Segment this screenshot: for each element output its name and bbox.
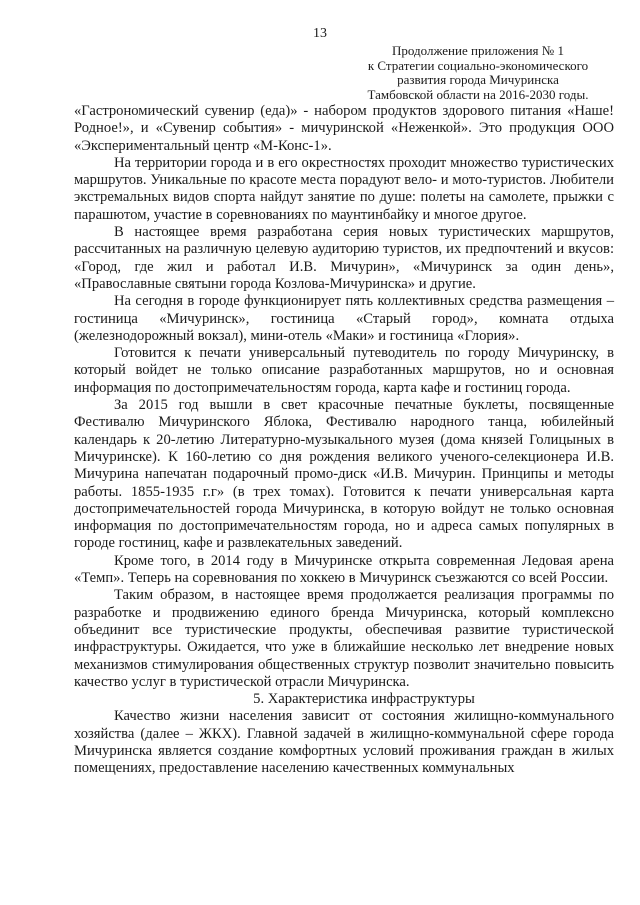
header-line-4: Тамбовской области на 2016-2030 годы. bbox=[367, 86, 589, 102]
section-heading: 5. Характеристика инфраструктуры bbox=[253, 691, 475, 708]
appendix-header bbox=[348, 44, 608, 102]
paragraph-new-routes: В настоящее время разработана серия новых туристических маршрутов, рассчитанных на различную целевую аудиторию туристов, их предпочтений и вкусов: «Город, где жил и работал И.В. Мичурин», «Мичуринск за один день», «Православные святыни города Козлова-Мичуринска» и другие. bbox=[74, 224, 614, 292]
page-number: 13 bbox=[313, 26, 327, 41]
paragraph-housing: Качество жизни населения зависит от состояния жилищно-коммунального хозяйства (далее – ЖКХ). Главной задачей в жилищно-коммунальной сфере города Мичуринска является создание комфортных условий проживания граждан в жилых помещениях, предоставление населению качественных коммунальных bbox=[74, 708, 614, 777]
paragraph-booklets: За 2015 год вышли в свет красочные печатные буклеты, посвященные Фестивалю Мичуринского Яблока, Фестивалю народного танца, юбилейный календарь к 20-летию Литературно-музыкального музея (дома князей Голицыных в Мичуринске). К 160-летию со дня рождения великого ученого-селекционера И.В. Мичурина напечатан подарочный промо-диск «И.В. Мичурин. Принципы и методы работы. 1855-1935 г.г» (в трех томах). Готовится к печати универсальная карта достопримечательностей города Мичуринска, в которую войдут не только основная информация по достопримечательностям города, но и адреса самых популярных в городе гостиниц, кафе и развлекательных заведений. bbox=[74, 397, 614, 552]
header-line-3: развития города Мичуринска bbox=[397, 72, 559, 87]
paragraph-brand: Таким образом, в настоящее время продолжается реализация программы по разработке и продвижению единого бренда Мичуринска, который комплексно объединит все туристические продукты, обеспечивая развитие туристической инфраструктуры. Ожидается, что уже в ближайшие несколько лет внедрение новых механизмов стимулирования общественных структур позволит значительно повысить качество услуг в туристической отрасли Мичуринска. bbox=[74, 587, 614, 690]
paragraph-guidebook: Готовится к печати универсальный путеводитель по городу Мичуринску, в который войдет не только описание разработанных маршрутов, но и основная информация по достопримечательностям города, карта кафе и гостиниц города. bbox=[74, 345, 614, 396]
header-line-1: Продолжение приложения № 1 bbox=[392, 43, 564, 58]
paragraph-tourist-routes: На территории города и в его окрестностях проходит множество туристических маршрутов. Уникальные по красоте места порадуют вело- и мото-туристов. Любители экстремальных видов спорта найдут занятие по душе: полеты на самолете, прыжки с парашютом, участие в соревнованиях по маунтинбайку и многое другое. bbox=[74, 154, 614, 223]
paragraph-ice-arena: Кроме того, в 2014 году в Мичуринске открыта современная Ледовая арена «Темп». Теперь на соревнования по хоккею в Мичуринск съезжаются со всей России. bbox=[74, 552, 614, 587]
paragraph-accommodation: На сегодня в городе функционирует пять коллективных средства размещения – гостиница «Мичуринск», гостиница «Старый город», комната отдыха (железнодорожный вокзал), мини-отель «Маки» и гостиница «Глория». bbox=[74, 293, 614, 344]
document-body bbox=[74, 103, 614, 778]
header-line-2: к Стратегии социально-экономического bbox=[367, 57, 589, 73]
paragraph-souvenirs: «Гастрономический сувенир (еда)» - набором продуктов здорового питания «Наше! Родное!», и «Сувенир события» - мичуринской «Неженкой». Это продукция ООО «Экспериментальный центр «М-Конс-1». bbox=[74, 103, 614, 154]
